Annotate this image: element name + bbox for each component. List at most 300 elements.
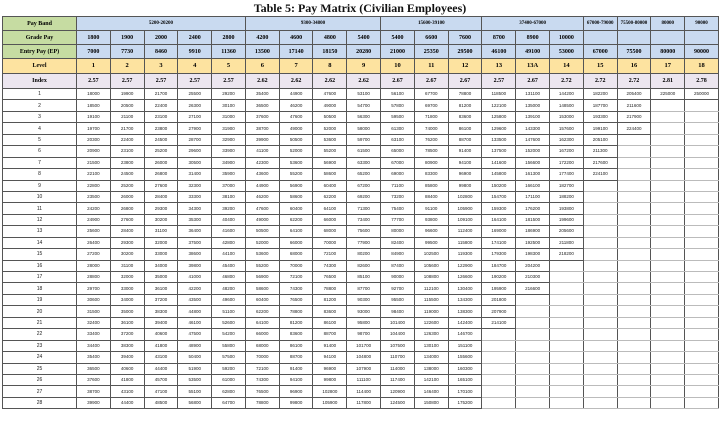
pay-cell: 83300 (414, 169, 448, 180)
pay-cell: 68000 (245, 340, 279, 351)
pay-cell: 18500 (77, 100, 111, 111)
pay-cell: 62200 (245, 306, 279, 317)
pay-cell (617, 191, 651, 202)
pay-cell: 66000 (313, 214, 347, 225)
pay-cell (617, 249, 651, 260)
pay-cell (516, 374, 550, 385)
pay-cell: 72100 (245, 363, 279, 374)
pay-cell: 44400 (144, 363, 178, 374)
pay-cell: 78800 (279, 306, 313, 317)
pay-cell: 30600 (77, 294, 111, 305)
pay-cell (583, 340, 617, 351)
pay-cell: 92700 (381, 283, 415, 294)
pay-cell: 28400 (144, 191, 178, 202)
table-row (3, 363, 719, 374)
pay-cell (685, 146, 719, 157)
pay-cell: 31400 (178, 169, 212, 180)
pay-band-cell: 80000 (651, 17, 685, 31)
pay-cell: 105900 (313, 397, 347, 408)
pay-cell: 20300 (77, 134, 111, 145)
pay-cell: 81200 (279, 317, 313, 328)
pay-cell: 37000 (212, 180, 246, 191)
pay-cell (651, 237, 685, 248)
pay-cell: 69200 (347, 191, 381, 202)
pay-cell: 90000 (381, 272, 415, 283)
pay-cell (651, 306, 685, 317)
level-cell: 12 (448, 59, 482, 74)
pay-cell: 137500 (482, 146, 516, 157)
pay-cell: 62200 (279, 214, 313, 225)
pay-cell: 150800 (414, 397, 448, 408)
pay-cell: 214100 (482, 317, 516, 328)
pay-cell: 29300 (110, 237, 144, 248)
row-number: 25 (3, 363, 77, 374)
pay-cell (651, 191, 685, 202)
pay-cell: 49600 (212, 294, 246, 305)
pay-cell: 21100 (110, 111, 144, 122)
pay-cell (617, 374, 651, 385)
pay-cell: 58600 (245, 283, 279, 294)
pay-cell: 78800 (313, 283, 347, 294)
pay-cell (685, 249, 719, 260)
pay-cell: 50500 (279, 134, 313, 145)
pay-cell (482, 363, 516, 374)
pay-cell: 38700 (77, 386, 111, 397)
entry-pay-cell: 11360 (212, 45, 246, 59)
pay-cell (651, 249, 685, 260)
level-label: Level (3, 59, 77, 74)
pay-cell: 57800 (381, 100, 415, 111)
row-number: 1 (3, 89, 77, 100)
pay-cell (685, 226, 719, 237)
grade-pay-cell: 5400 (381, 31, 415, 45)
pay-cell: 102800 (448, 191, 482, 202)
pay-cell: 130100 (414, 340, 448, 351)
pay-cell: 82600 (347, 260, 381, 271)
pay-cell: 108800 (414, 272, 448, 283)
pay-cell: 192500 (516, 237, 550, 248)
pay-band-cell: 15600-39100 (381, 17, 482, 31)
pay-cell: 56900 (279, 180, 313, 191)
pay-cell (651, 226, 685, 237)
pay-band-cell: 9300-34800 (245, 17, 380, 31)
pay-cell: 56900 (313, 157, 347, 168)
pay-cell: 93000 (347, 306, 381, 317)
entry-pay-cell: 8460 (144, 45, 178, 59)
pay-cell: 157600 (550, 123, 584, 134)
pay-cell: 181500 (516, 214, 550, 225)
pay-cell: 159300 (482, 203, 516, 214)
pay-cell: 31100 (144, 226, 178, 237)
index-cell: 2.78 (685, 74, 719, 89)
pay-cell: 135000 (516, 100, 550, 111)
pay-cell (617, 180, 651, 191)
pay-cell (651, 294, 685, 305)
pay-cell: 31100 (110, 260, 144, 271)
pay-cell: 29200 (212, 89, 246, 100)
pay-cell: 198300 (516, 249, 550, 260)
pay-cell: 81200 (313, 294, 347, 305)
pay-cell (617, 134, 651, 145)
table-row (3, 272, 719, 283)
grade-pay-cell: 8700 (482, 31, 516, 45)
pay-cell: 70000 (279, 260, 313, 271)
pay-cell: 171100 (516, 191, 550, 202)
pay-cell: 61500 (347, 146, 381, 157)
pay-cell: 98700 (347, 329, 381, 340)
pay-cell (583, 294, 617, 305)
pay-cell (583, 317, 617, 328)
pay-cell: 138000 (414, 363, 448, 374)
level-row (3, 59, 719, 74)
pay-cell: 150200 (482, 180, 516, 191)
table-row (3, 386, 719, 397)
pay-band-label: Pay Band (3, 17, 77, 31)
pay-cell: 205400 (617, 89, 651, 100)
pay-cell (617, 237, 651, 248)
pay-cell: 94100 (448, 157, 482, 168)
pay-cell: 143300 (516, 123, 550, 134)
pay-cell (651, 100, 685, 111)
pay-cell: 111100 (347, 374, 381, 385)
pay-cell (516, 294, 550, 305)
pay-cell: 53600 (245, 249, 279, 260)
pay-cell: 53600 (279, 157, 313, 168)
pay-cell: 144200 (550, 89, 584, 100)
pay-cell: 78800 (448, 89, 482, 100)
pay-cell: 26000 (110, 191, 144, 202)
pay-cell: 44900 (279, 89, 313, 100)
pay-cell: 201800 (482, 294, 516, 305)
pay-cell (583, 374, 617, 385)
pay-cell: 47500 (178, 329, 212, 340)
pay-cell: 122600 (414, 317, 448, 328)
pay-cell: 126600 (448, 272, 482, 283)
pay-cell: 188200 (550, 191, 584, 202)
pay-cell: 115800 (448, 237, 482, 248)
row-number: 19 (3, 294, 77, 305)
pay-cell (617, 294, 651, 305)
pay-cell: 99800 (313, 374, 347, 385)
table-row (3, 111, 719, 122)
pay-cell: 22400 (144, 100, 178, 111)
pay-cell: 91400 (313, 340, 347, 351)
pay-cell: 190200 (482, 272, 516, 283)
entry-pay-cell: 67000 (583, 45, 617, 59)
pay-cell: 101700 (347, 340, 381, 351)
pay-cell: 42800 (212, 237, 246, 248)
pay-cell: 95800 (347, 317, 381, 328)
index-cell: 2.67 (381, 74, 415, 89)
pay-cell: 70000 (313, 237, 347, 248)
pay-cell: 217900 (617, 111, 651, 122)
pay-cell: 23100 (144, 111, 178, 122)
pay-cell: 63300 (347, 157, 381, 168)
pay-cell: 52000 (279, 146, 313, 157)
pay-cell (617, 157, 651, 168)
pay-cell: 139100 (516, 111, 550, 122)
table-row (3, 397, 719, 408)
pay-cell: 47600 (313, 89, 347, 100)
pay-cell: 46100 (178, 317, 212, 328)
pay-cell: 36100 (110, 317, 144, 328)
pay-cell: 40600 (144, 329, 178, 340)
pay-band-cell: 37400-67000 (482, 17, 583, 31)
pay-cell: 99500 (414, 237, 448, 248)
pay-cell: 43100 (144, 352, 178, 363)
pay-cell: 31000 (212, 111, 246, 122)
pay-cell: 35000 (144, 272, 178, 283)
pay-cell: 133500 (482, 134, 516, 145)
pay-cell (651, 123, 685, 134)
pay-cell: 224400 (617, 123, 651, 134)
pay-cell: 142100 (414, 374, 448, 385)
pay-cell: 70000 (245, 352, 279, 363)
pay-cell: 216600 (516, 283, 550, 294)
pay-cell: 76500 (279, 294, 313, 305)
pay-cell (583, 397, 617, 408)
index-cell: 2.57 (482, 74, 516, 89)
pay-cell: 33400 (77, 329, 111, 340)
pay-cell: 32000 (110, 272, 144, 283)
pay-cell: 151100 (448, 340, 482, 351)
row-number: 8 (3, 169, 77, 180)
pay-cell: 193800 (550, 203, 584, 214)
entry-pay-cell: 75500 (617, 45, 651, 59)
pay-cell: 66000 (245, 329, 279, 340)
pay-cell: 62800 (212, 386, 246, 397)
pay-cell: 131100 (516, 89, 550, 100)
pay-cell: 86100 (313, 317, 347, 328)
pay-cell (583, 306, 617, 317)
pay-cell (651, 146, 685, 157)
pay-cell: 41800 (110, 374, 144, 385)
pay-cell (617, 169, 651, 180)
pay-cell: 182200 (583, 89, 617, 100)
index-label: Index (3, 74, 77, 89)
pay-cell: 105600 (414, 260, 448, 271)
pay-cell (617, 146, 651, 157)
grade-pay-cell: 10000 (550, 31, 584, 45)
level-cell: 18 (685, 59, 719, 74)
pay-cell: 218200 (550, 249, 584, 260)
grade-pay-cell: 2400 (178, 31, 212, 45)
table-row (3, 157, 719, 168)
pay-cell (685, 317, 719, 328)
pay-cell: 38600 (178, 249, 212, 260)
level-cell: 11 (414, 59, 448, 74)
pay-cell (516, 386, 550, 397)
entry-pay-label: Entry Pay (EP) (3, 45, 77, 59)
pay-cell: 54200 (212, 329, 246, 340)
pay-cell: 78800 (245, 397, 279, 408)
pay-band-cell: 5200-20200 (77, 17, 246, 31)
pay-cell (685, 352, 719, 363)
row-number: 28 (3, 397, 77, 408)
pay-cell: 112100 (414, 283, 448, 294)
pay-cell (583, 329, 617, 340)
level-cell: 13 (482, 59, 516, 74)
pay-cell (516, 363, 550, 374)
pay-cell: 24900 (77, 214, 111, 225)
pay-cell: 74300 (279, 283, 313, 294)
pay-cell: 48500 (144, 397, 178, 408)
table-row (3, 169, 719, 180)
pay-cell (685, 386, 719, 397)
pay-cell (583, 283, 617, 294)
pay-cell: 199100 (583, 123, 617, 134)
pay-cell: 193300 (583, 111, 617, 122)
pay-cell (685, 283, 719, 294)
pay-cell: 56100 (381, 89, 415, 100)
pay-cell (651, 374, 685, 385)
level-cell: 14 (550, 59, 584, 74)
pay-cell: 50500 (313, 111, 347, 122)
index-cell: 2.57 (144, 74, 178, 89)
pay-cell: 72100 (313, 249, 347, 260)
level-cell: 4 (178, 59, 212, 74)
pay-cell (516, 329, 550, 340)
index-cell: 2.62 (245, 74, 279, 89)
pay-cell: 25600 (77, 226, 111, 237)
pay-cell: 160300 (448, 363, 482, 374)
pay-cell: 99800 (279, 397, 313, 408)
pay-cell: 124500 (381, 397, 415, 408)
pay-cell: 36500 (245, 100, 279, 111)
pay-cell: 91100 (414, 203, 448, 214)
row-number: 3 (3, 111, 77, 122)
pay-cell: 44900 (245, 180, 279, 191)
pay-cell: 224100 (583, 169, 617, 180)
pay-cell: 32400 (77, 317, 111, 328)
pay-cell: 25200 (110, 180, 144, 191)
pay-cell: 130400 (448, 283, 482, 294)
pay-cell: 39200 (212, 203, 246, 214)
pay-cell: 83600 (448, 111, 482, 122)
pay-cell (685, 397, 719, 408)
pay-cell: 59700 (347, 134, 381, 145)
pay-cell (651, 363, 685, 374)
pay-cell: 25200 (144, 146, 178, 157)
pay-cell: 91400 (448, 146, 482, 157)
pay-cell (617, 214, 651, 225)
pay-cell (583, 352, 617, 363)
pay-cell (617, 272, 651, 283)
level-cell: 5 (212, 59, 246, 74)
level-cell: 7 (279, 59, 313, 74)
pay-cell: 182700 (550, 180, 584, 191)
pay-cell: 88400 (414, 191, 448, 202)
pay-cell: 23800 (144, 123, 178, 134)
table-row (3, 237, 719, 248)
pay-cell: 102800 (313, 386, 347, 397)
level-cell: 8 (313, 59, 347, 74)
pay-cell (583, 203, 617, 214)
pay-cell: 74000 (414, 123, 448, 134)
pay-cell: 56900 (245, 272, 279, 283)
pay-cell: 63100 (381, 134, 415, 145)
pay-cell: 32900 (212, 134, 246, 145)
pay-cell: 61300 (381, 123, 415, 134)
pay-cell: 32300 (178, 180, 212, 191)
pay-cell: 20900 (77, 146, 111, 157)
index-cell: 2.62 (279, 74, 313, 89)
pay-cell: 109100 (448, 214, 482, 225)
pay-cell: 56300 (347, 111, 381, 122)
pay-cell: 28800 (77, 272, 111, 283)
grade-pay-cell (651, 31, 685, 45)
level-cell: 13A (516, 59, 550, 74)
pay-cell: 156600 (516, 157, 550, 168)
pay-cell: 60400 (313, 180, 347, 191)
pay-cell (550, 306, 584, 317)
pay-cell: 44400 (110, 397, 144, 408)
index-row (3, 74, 719, 89)
pay-cell: 146700 (448, 329, 482, 340)
level-cell: 3 (144, 59, 178, 74)
table-row (3, 89, 719, 100)
pay-cell: 43500 (178, 294, 212, 305)
grade-pay-cell: 5400 (347, 31, 381, 45)
pay-cell: 58000 (347, 123, 381, 134)
pay-cell: 56800 (178, 397, 212, 408)
entry-pay-cell: 18150 (313, 45, 347, 59)
pay-cell: 32000 (144, 237, 178, 248)
pay-cell: 68000 (313, 226, 347, 237)
pay-cell: 71800 (414, 111, 448, 122)
pay-cell (651, 180, 685, 191)
index-cell: 2.62 (313, 74, 347, 89)
pay-cell: 37200 (110, 329, 144, 340)
pay-band-cell: 90000 (685, 17, 719, 31)
pay-cell (617, 203, 651, 214)
pay-cell (685, 272, 719, 283)
pay-cell (516, 397, 550, 408)
pay-cell (651, 352, 685, 363)
pay-cell: 147600 (516, 134, 550, 145)
pay-cell (685, 123, 719, 134)
pay-cell: 95500 (381, 294, 415, 305)
row-number: 18 (3, 283, 77, 294)
pay-cell: 88700 (313, 329, 347, 340)
pay-cell: 76200 (414, 134, 448, 145)
pay-cell: 22800 (77, 180, 111, 191)
pay-cell: 23800 (110, 157, 144, 168)
pay-cell: 75400 (381, 203, 415, 214)
pay-cell: 38300 (110, 340, 144, 351)
pay-cell: 162300 (550, 134, 584, 145)
table-row (3, 191, 719, 202)
entry-pay-cell: 21000 (381, 45, 415, 59)
pay-cell: 35300 (178, 214, 212, 225)
pay-cell (516, 306, 550, 317)
row-number: 10 (3, 191, 77, 202)
pay-cell: 51100 (212, 306, 246, 317)
pay-cell: 145800 (482, 169, 516, 180)
pay-cell: 172200 (550, 157, 584, 168)
pay-cell (482, 374, 516, 385)
pay-cell: 37500 (178, 237, 212, 248)
pay-cell: 30200 (110, 249, 144, 260)
pay-cell (651, 214, 685, 225)
table-row (3, 214, 719, 225)
pay-cell: 55800 (212, 340, 246, 351)
pay-cell (651, 340, 685, 351)
pay-cell: 22400 (110, 134, 144, 145)
row-number: 17 (3, 272, 77, 283)
pay-cell: 77900 (347, 237, 381, 248)
pay-cell: 93800 (414, 214, 448, 225)
